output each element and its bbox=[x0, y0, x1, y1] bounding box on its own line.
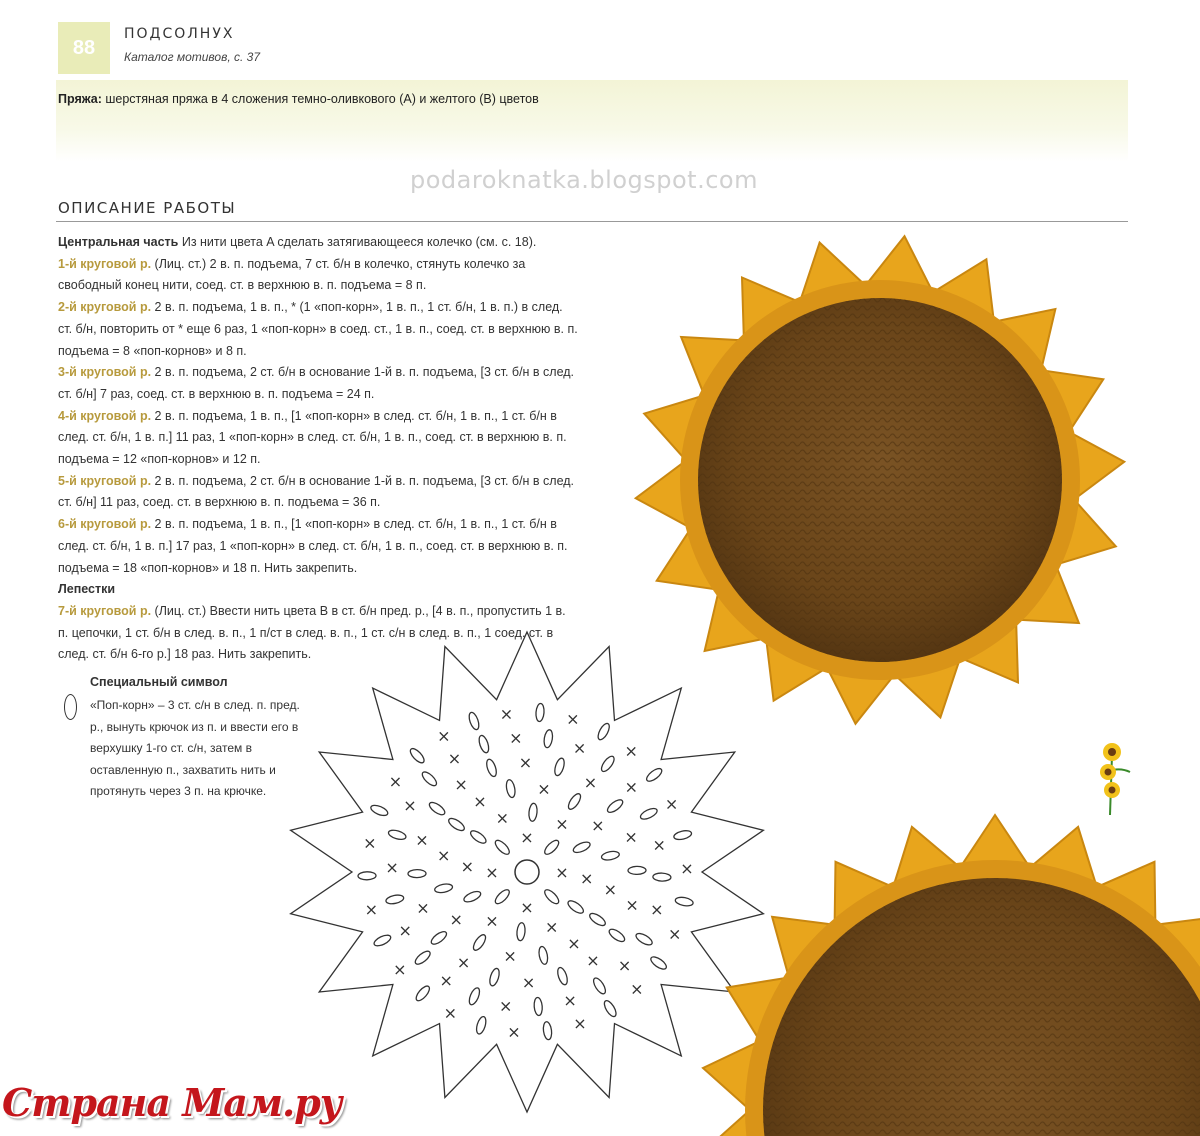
chart-popcorn-symbol bbox=[543, 838, 561, 856]
chart-magic-ring bbox=[515, 860, 539, 884]
instruction-label: 5-й круговой р. bbox=[58, 473, 152, 488]
chart-sc-symbol: × bbox=[555, 814, 569, 834]
chart-popcorn-symbol bbox=[566, 898, 585, 915]
chart-sc-symbol: × bbox=[403, 795, 417, 815]
instruction-label: 1-й круговой р. bbox=[58, 256, 152, 271]
sunflower-photo bbox=[636, 236, 1125, 724]
chart-sc-symbol: × bbox=[364, 899, 379, 919]
instruction-text: 2 в. п. подъема, 1 в. п., [1 «поп-корн» в след. ст. б/н, 1 в. п., 1 ст. б/н в след. ст. б/н, 1 в. п.] 17 раз, 1 «поп-корн» в след. ст. б/н, 1 в. п., соед. ст. в верхнюю в. п. подъема = 18 «поп-корнов» и 18 п. Нить закрепить. bbox=[58, 517, 568, 575]
chart-popcorn-symbol bbox=[566, 792, 583, 811]
chart-sc-symbol: × bbox=[456, 952, 471, 972]
instruction-label: 7-й круговой р. bbox=[58, 603, 152, 618]
catalog-reference: Каталог мотивов, с. 37 bbox=[124, 50, 261, 64]
chart-sc-symbol: × bbox=[573, 1014, 587, 1033]
chart-popcorn-symbol bbox=[408, 869, 426, 877]
special-symbol-title: Специальный символ bbox=[90, 675, 228, 689]
chart-popcorn-symbol bbox=[542, 1021, 552, 1040]
chart-sc-symbol: × bbox=[520, 898, 534, 917]
chart-sc-symbol: × bbox=[624, 777, 639, 797]
instruction-label: 6-й круговой р. bbox=[58, 517, 152, 532]
chart-popcorn-symbol bbox=[607, 927, 626, 944]
instruction-text: 2 в. п. подъема, 1 в. п., [1 «поп-корн» в след. ст. б/н, 1 в. п., 1 ст. б/н в след. ст. б/н, 1 в. п.] 11 раз, 1 «поп-корн» в след. ст. б/н, 1 в. п., соед. ст. в верхнюю в. п. подъема = 12 «поп-корнов» и 12 п. bbox=[58, 408, 567, 467]
chart-sc-symbol: × bbox=[652, 835, 666, 855]
instruction-text: Из нити цвета A сделать затягивающееся колечко (см. с. 18). bbox=[178, 235, 537, 249]
chart-sc-symbol: × bbox=[385, 857, 399, 877]
crochet-chart bbox=[291, 632, 764, 1112]
chart-popcorn-symbol bbox=[628, 866, 646, 874]
chart-sc-symbol: × bbox=[447, 749, 462, 769]
chart-sc-symbol: × bbox=[485, 863, 499, 882]
chart-sc-symbol: × bbox=[495, 808, 510, 828]
instruction-label: 4-й круговой р. bbox=[58, 408, 152, 423]
chart-popcorn-symbol bbox=[434, 883, 453, 894]
chart-sc-symbol: × bbox=[586, 951, 600, 971]
chart-popcorn-symbol bbox=[535, 703, 544, 722]
chart-sc-symbol: × bbox=[579, 869, 594, 888]
chart-sc-symbol: × bbox=[624, 741, 638, 761]
chart-popcorn-symbol bbox=[673, 829, 692, 841]
instruction-text: (Лиц. ст.) 2 в. п. подъема, 7 ст. б/н в колечко, стянуть колечко за свободный конец нити, соед. ст. в верхнюю в. п. подъема = 8 п. bbox=[58, 256, 526, 293]
chart-sc-symbol: × bbox=[520, 828, 534, 847]
instruction-text: (Лиц. ст.) Ввести нить цвета B в ст. б/н пред. р., [4 в. п., пропустить 1 в. п. цепочки, 1 ст. б/н в след. в. п., 1 п/ст в след. в. п., 1 ст. с/н в след. в. п., 1 соед. ст. в след. ст. б/н 6-го р.] 18 раз. Нить закрепить. bbox=[58, 603, 566, 662]
chart-sc-symbol: × bbox=[572, 738, 587, 758]
instruction-text: 2 в. п. подъема, 2 ст. б/н в основание 1-й в. п. подъема, [3 ст. б/н в след. ст. б/н] 11 раз, соед. ст. в верхнюю в. п. подъема = 36 п. bbox=[58, 473, 575, 510]
chart-popcorn-symbol bbox=[475, 1016, 488, 1036]
chart-popcorn-symbol bbox=[634, 931, 654, 947]
chart-sc-symbol: × bbox=[567, 933, 581, 953]
chart-sc-symbol: × bbox=[583, 773, 598, 793]
chart-sc-symbol: × bbox=[460, 857, 475, 876]
chart-popcorn-symbol bbox=[447, 816, 466, 833]
chart-sc-symbol: × bbox=[454, 774, 468, 794]
sunflower-texture bbox=[698, 298, 1062, 662]
chart-popcorn-symbol bbox=[477, 734, 490, 754]
chart-sc-symbol: × bbox=[617, 956, 632, 976]
chart-popcorn-symbol bbox=[639, 806, 659, 821]
chart-popcorn-symbol bbox=[591, 976, 607, 995]
chart-popcorn-symbol bbox=[599, 754, 616, 773]
chart-sc-symbol: × bbox=[473, 792, 487, 812]
chart-sc-symbol: × bbox=[503, 946, 517, 966]
instruction-label: Центральная часть bbox=[58, 235, 179, 249]
chart-popcorn-symbol bbox=[602, 999, 618, 1019]
sunflower-photo-partial bbox=[703, 815, 1200, 1136]
chart-popcorn-symbol bbox=[429, 929, 448, 946]
small-sunflowers-icon bbox=[1100, 743, 1130, 815]
chart-sc-symbol: × bbox=[667, 924, 682, 944]
chart-sc-symbol: × bbox=[398, 921, 412, 941]
chart-sc-symbol: × bbox=[498, 996, 513, 1016]
chart-popcorn-symbol bbox=[467, 986, 481, 1006]
chart-sc-symbol: × bbox=[393, 960, 407, 980]
chart-popcorn-symbol bbox=[358, 872, 376, 880]
chart-sc-symbol: × bbox=[509, 728, 523, 748]
chart-sc-symbol: × bbox=[449, 910, 463, 929]
chart-sc-symbol: × bbox=[518, 753, 533, 772]
chart-popcorn-symbol bbox=[469, 828, 488, 845]
instruction-label: Лепестки bbox=[58, 582, 116, 597]
chart-popcorn-symbol bbox=[427, 800, 446, 817]
chart-sc-symbol: × bbox=[603, 879, 618, 899]
chart-sc-symbol: × bbox=[363, 833, 377, 853]
chart-sc-symbol: × bbox=[485, 911, 499, 931]
chart-popcorn-symbol bbox=[408, 746, 426, 765]
chart-sc-symbol: × bbox=[630, 979, 644, 999]
chart-popcorn-symbol bbox=[462, 889, 482, 904]
chart-popcorn-symbol bbox=[385, 894, 404, 905]
yarn-label: Пряжа: bbox=[58, 92, 102, 106]
chart-popcorn-symbol bbox=[420, 770, 439, 788]
chart-popcorn-symbol bbox=[649, 955, 668, 972]
chart-sc-symbol: × bbox=[439, 971, 453, 991]
instruction-label: 2-й круговой р. bbox=[58, 300, 152, 315]
chart-popcorn-symbol bbox=[467, 711, 481, 731]
chart-popcorn-symbol bbox=[572, 840, 592, 855]
chart-popcorn-symbol bbox=[538, 946, 549, 965]
blog-watermark: podaroknatka.blogspot.com bbox=[410, 166, 758, 194]
chart-popcorn-symbol bbox=[387, 828, 407, 841]
chart-sc-symbol: × bbox=[650, 900, 664, 920]
chart-sc-symbol: × bbox=[388, 772, 403, 791]
chart-popcorn-symbol bbox=[588, 911, 607, 928]
chart-popcorn-symbol bbox=[675, 896, 694, 907]
chart-sc-symbol: × bbox=[544, 917, 559, 937]
special-symbol-text: «Поп-корн» – 3 ст. с/н в след. п. пред. р., вынуть крючок из п. и ввести его в верхушку 1-го ст. с/н, затем в оставленную п., захватить нить и протянуть через 3 п. на крючке. bbox=[90, 698, 300, 798]
chart-popcorn-symbol bbox=[493, 838, 511, 856]
instruction-label: 3-й круговой р. bbox=[58, 365, 152, 380]
chart-popcorn-symbol bbox=[605, 798, 624, 815]
chart-popcorn-symbol bbox=[645, 766, 664, 783]
chart-sc-symbol: × bbox=[437, 726, 451, 746]
chart-popcorn-symbol bbox=[556, 966, 569, 986]
chart-popcorn-symbol bbox=[553, 757, 566, 777]
chart-sc-symbol: × bbox=[664, 794, 679, 814]
chart-sc-symbol: × bbox=[625, 895, 639, 915]
chart-sc-symbol: × bbox=[415, 830, 429, 850]
chart-popcorn-symbol bbox=[505, 779, 516, 798]
page-title: ПОДСОЛНУХ bbox=[124, 26, 235, 42]
page-number-badge: 88 bbox=[58, 22, 110, 74]
chart-popcorn-symbol bbox=[493, 888, 511, 906]
chart-sc-symbol: × bbox=[416, 898, 430, 918]
chart-popcorn-symbol bbox=[543, 888, 561, 906]
chart-sc-symbol: × bbox=[443, 1003, 458, 1023]
chart-sc-symbol: × bbox=[566, 709, 580, 729]
chart-popcorn-symbol bbox=[533, 997, 542, 1016]
chart-popcorn-symbol bbox=[488, 967, 501, 987]
chart-popcorn-symbol bbox=[528, 803, 538, 822]
chart-sc-symbol: × bbox=[680, 859, 694, 879]
chart-sc-symbol: × bbox=[555, 863, 569, 882]
chart-popcorn-symbol bbox=[369, 803, 389, 817]
chart-popcorn-symbol bbox=[485, 758, 498, 778]
chart-popcorn-symbol bbox=[653, 873, 671, 882]
chart-sc-symbol: × bbox=[521, 973, 536, 992]
chart-popcorn-symbol bbox=[543, 729, 554, 748]
yarn-text: шерстяная пряжа в 4 сложения темно-оливкового (A) и желтого (B) цветов bbox=[101, 92, 539, 106]
chart-sc-symbol: × bbox=[591, 816, 605, 835]
chart-sc-symbol: × bbox=[624, 827, 638, 847]
chart-popcorn-symbol bbox=[601, 850, 620, 861]
chart-popcorn-symbol bbox=[596, 722, 612, 742]
chart-sc-symbol: × bbox=[499, 704, 514, 724]
chart-sc-symbol: × bbox=[436, 846, 451, 866]
chart-popcorn-symbol bbox=[414, 984, 432, 1003]
chart-popcorn-symbol bbox=[373, 933, 393, 948]
section-heading: ОПИСАНИЕ РАБОТЫ bbox=[58, 199, 237, 217]
chart-sc-symbol: × bbox=[507, 1022, 521, 1042]
site-logo: Страна Мам.ру bbox=[2, 1080, 342, 1125]
chart-sc-symbol: × bbox=[563, 990, 577, 1010]
chart-sc-symbol: × bbox=[537, 779, 551, 799]
chart-popcorn-symbol bbox=[413, 949, 432, 967]
instruction-text: 2 в. п. подъема, 2 ст. б/н в основание 1-й в. п. подъема, [3 ст. б/н в след. ст. б/н] 7 раз, соед. ст. в верхнюю в. п. подъема = 24 п. bbox=[58, 365, 575, 401]
chart-popcorn-symbol bbox=[471, 933, 488, 952]
chart-popcorn-symbol bbox=[516, 922, 526, 941]
instruction-text: 2 в. п. подъема, 1 в. п., * (1 «поп-корн», 1 в. п., 1 ст. б/н, 1 в. п.) в след. ст. б/н, повторить от * еще 6 раз, 1 «поп-корн» в соед. ст., 1 в. п., соед. ст. в верхнюю в. п. подъема = 8 «поп-корнов» и 8 п. bbox=[58, 300, 578, 358]
